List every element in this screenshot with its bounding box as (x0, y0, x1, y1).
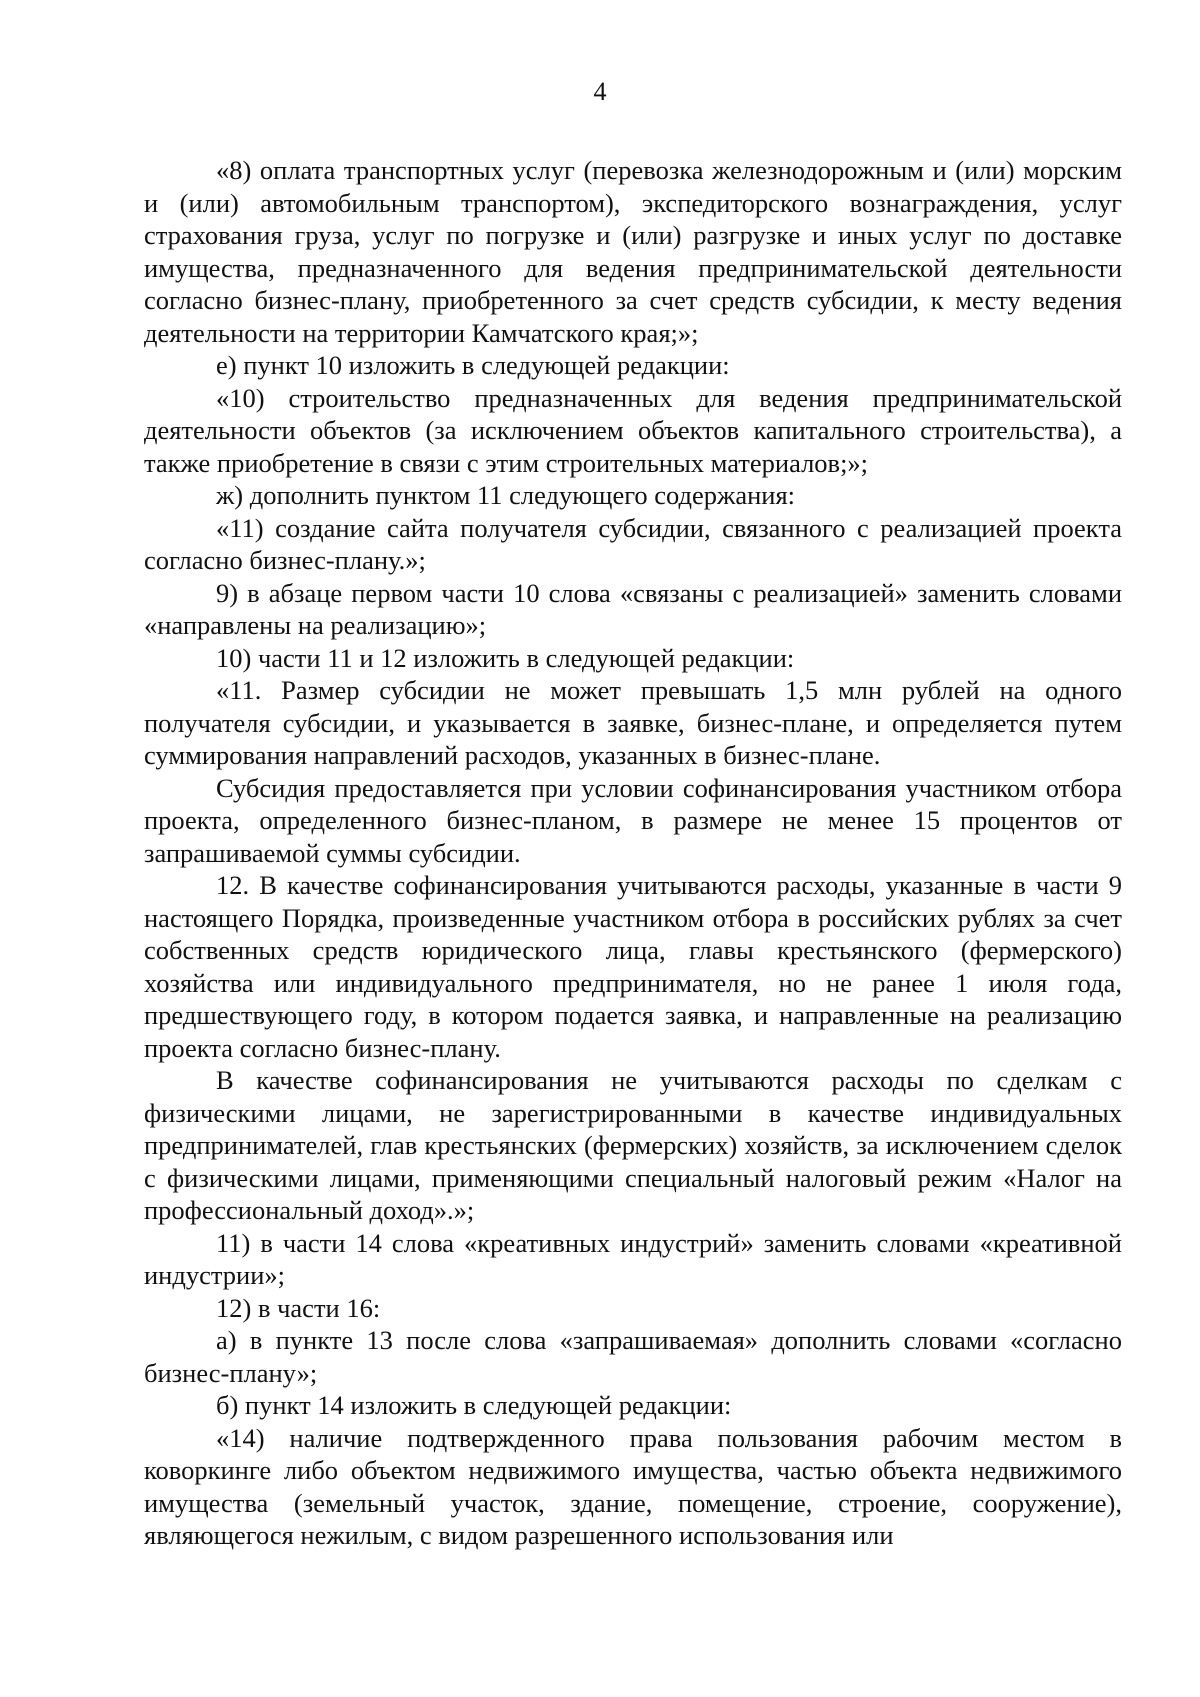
paragraph-part-11-subsidy-size: «11. Размер субсидии не может превышать 1,5 млн рублей на одного получателя субсидии, и указывается в заявке, бизнес-плане, и определяется путем суммирования направлений расходов, указанных в бизнес-плане. (144, 675, 1122, 770)
paragraph-point-9: 9) в абзаце первом части 10 слова «связаны с реализацией» заменить словами «направлены на реализацию»; (144, 577, 1122, 640)
paragraph-subpoint-e: е) пункт 10 изложить в следующей редакции: (216, 350, 730, 380)
paragraph-cofinancing-condition: Субсидия предоставляется при условии софинансирования участником отбора проекта, определенного бизнес-планом, в размере не менее 15 процентов от запрашиваемой суммы субсидии. (144, 772, 1122, 868)
paragraph-item-10-construction: «10) строительство предназначенных для ведения предпринимательской деятельности объектов (за исключением объектов капитального строительства), а также приобретение в связи с этим строительных материалов;»; (144, 382, 1122, 478)
paragraph-item-11-website: «11) создание сайта получателя субсидии, связанного с реализацией проекта согласно бизнес-плану.»; (144, 512, 1122, 575)
paragraph-point-10: 10) части 11 и 12 изложить в следующей редакции: (216, 642, 795, 673)
paragraph-item-14-workplace: «14) наличие подтвержденного права пользования рабочим местом в коворкинге либо объектом недвижимого имущества, частью объекта недвижимого имущества (земельный участок, здание, помещение, строение, сооружение), являющегося нежилым, с видом разрешенного использования или (144, 1422, 1122, 1550)
paragraph-subpoint-b: б) пункт 14 изложить в следующей редакции: (216, 1390, 732, 1420)
paragraph-item-8-transport: «8) оплата транспортных услуг (перевозка железнодорожным и (или) морским и (или) автомобильным транспортом), экспедиторского вознаграждения, услуг страхования груза, услуг по погрузке и (или) разгрузке и иных услуг по доставке имущества, предназначенного для ведения предпринимательской деятельности согласно бизнес-плану, приобретенного за счет средств субсидии, к месту ведения деятельности на территории Камчатского края;»; (144, 155, 1122, 348)
paragraph-cofinancing-exclusions: В качестве софинансирования не учитываются расходы по сделкам с физическими лицами, не зарегистрированными в качестве индивидуальных предпринимателей, глав крестьянских (фермерских) хозяйств, за исключением сделок с физическими лицами, применяющими специальный налоговый режим «Налог на профессиональный доход».»; (144, 1065, 1122, 1225)
paragraph-point-12: 12) в части 16: (216, 1292, 381, 1323)
page-number: 4 (593, 77, 607, 106)
document-body (144, 154, 1122, 1552)
paragraph-point-11: 11) в части 14 слова «креативных индустрий» заменить словами «креативной индустрии»; (144, 1227, 1122, 1290)
paragraph-subpoint-zh: ж) дополнить пунктом 11 следующего содержания: (216, 480, 796, 510)
paragraph-subpoint-a: а) в пункте 13 после слова «запрашиваемая» дополнить словами «согласно бизнес-плану»; (144, 1325, 1122, 1388)
paragraph-part-12-cofinancing: 12. В качестве софинансирования учитываются расходы, указанные в части 9 настоящего Порядка, произведенные участником отбора в российских рублях за счет собственных средств юридического лица, главы крестьянского (фермерского) хозяйства или индивидуального предпринимателя, но не ранее 1 июля года, предшествующего году, в котором подается заявка, и направленные на реализацию проекта согласно бизнес-плану. (144, 870, 1122, 1063)
